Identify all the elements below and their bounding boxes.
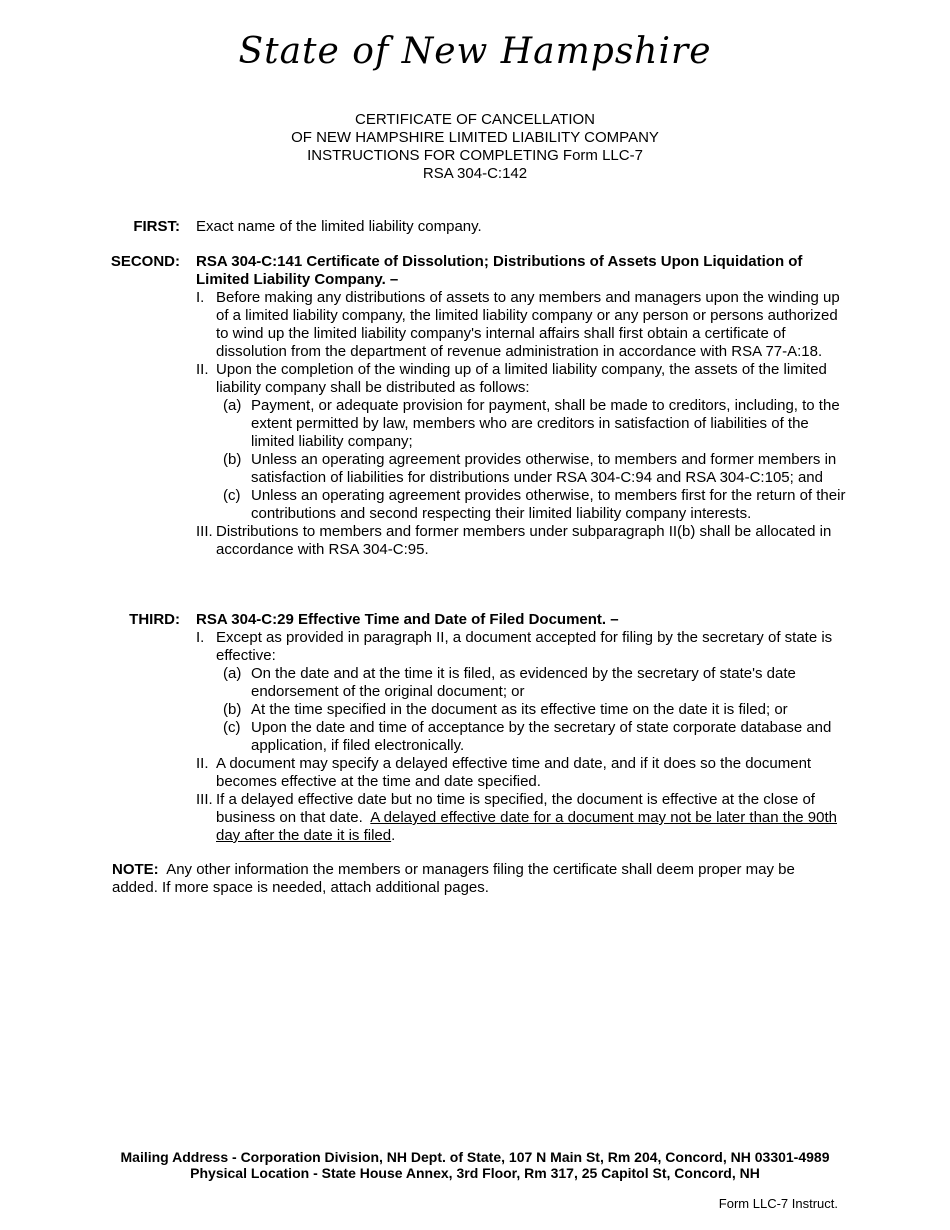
item-text: Except as provided in paragraph II, a document accepted for filing by the secretary of state is effective:: [216, 629, 833, 664]
footer: [0, 1149, 950, 1181]
item-text: Distributions to members and former members under subparagraph II(b) shall be allocated in accordance with RSA 304-C:95.: [216, 523, 832, 558]
item-number: II.: [196, 755, 209, 772]
list-item: [196, 289, 846, 361]
sub-item-letter: (b): [223, 451, 242, 468]
sub-item-letter: (a): [223, 397, 242, 414]
item-number: I.: [196, 289, 205, 306]
section-second-label: SECOND:: [110, 253, 180, 270]
section-third-heading: RSA 304-C:29 Effective Time and Date of Filed Document. –: [196, 611, 619, 628]
sub-item: [196, 665, 846, 701]
sub-item-letter: (b): [223, 701, 242, 718]
item-number: II.: [196, 361, 209, 378]
sub-item-text: Unless an operating agreement provides otherwise, to members first for the return of their contributions and second respecting their limited liability company interests.: [251, 487, 846, 522]
item-number: III.: [196, 791, 213, 808]
sub-item-text: At the time specified in the document as its effective time on the date it is filed; or: [251, 701, 788, 718]
list-item: [196, 755, 846, 791]
sub-item: [196, 397, 846, 451]
sub-item: [196, 451, 846, 487]
note-text: Any other information the members or managers filing the certificate shall deem proper may be added. If more space is needed, attach additional pages.: [112, 861, 795, 896]
item-number: III.: [196, 523, 213, 540]
sub-item-text: Upon the date and time of acceptance by the secretary of state corporate database and application, if filed electronically.: [251, 719, 832, 754]
header-line-4: RSA 304-C:142: [422, 165, 528, 182]
sub-item-letter: (a): [223, 665, 242, 682]
section-second-body: [196, 253, 846, 559]
mailing-address: Mailing Address - Corporation Division, NH Dept. of State, 107 N Main St, Rm 204, Concord, NH 03301-4989: [120, 1149, 830, 1165]
item-text: Upon the completion of the winding up of a limited liability company, the assets of the limited liability company shall be distributed as follows:: [216, 361, 827, 396]
sub-item-text: Unless an operating agreement provides otherwise, to members and former members in satisfaction of liabilities for distributions under RSA 304-C:94 and RSA 304-C:105; and: [251, 451, 837, 486]
sub-item-letter: (c): [223, 487, 241, 504]
sub-item-letter: (c): [223, 719, 241, 736]
document-header: [0, 111, 950, 183]
sub-item: [196, 719, 846, 755]
list-item: [196, 629, 846, 665]
item-text: A document may specify a delayed effective time and date, and if it does so the document becomes effective at the time and date specified.: [216, 755, 812, 790]
sub-item: [196, 701, 846, 719]
sub-item: [196, 487, 846, 523]
list-item: [196, 523, 846, 559]
section-third-body: [196, 611, 846, 845]
header-line-2: OF NEW HAMPSHIRE LIMITED LIABILITY COMPANY: [291, 129, 659, 146]
section-second-heading: RSA 304-C:141 Certificate of Dissolution; Distributions of Assets Upon Liquidation of Limited Liability Company. –: [196, 253, 803, 288]
note: [112, 861, 842, 897]
item-end-punctuation: .: [391, 827, 396, 844]
state-title: State of New Hampshire: [238, 31, 712, 72]
header-line-1: CERTIFICATE OF CANCELLATION: [354, 111, 596, 128]
item-text: If a delayed effective date but no time is specified, the document is effective at the close of business on that date.: [216, 791, 815, 826]
physical-location: Physical Location - State House Annex, 3rd Floor, Rm 317, 25 Capitol St, Concord, NH: [190, 1165, 760, 1181]
section-first-text: Exact name of the limited liability company.: [196, 218, 482, 235]
section-first-label: FIRST:: [133, 218, 180, 235]
item-text: Before making any distributions of assets to any members and managers upon the winding up of a limited liability company, the limited liability company or any person or persons authorized to wind up the limited liability company's internal affairs shall first obtain a certificate of dissolution from the department of revenue administration in accordance with RSA 77-A:18.: [216, 289, 840, 360]
sub-item-text: On the date and at the time it is filed, as evidenced by the secretary of state's date endorsement of the original document; or: [251, 665, 796, 700]
form-reference: Form LLC-7 Instruct.: [718, 1196, 838, 1211]
note-label: NOTE:: [112, 861, 159, 878]
item-underlined-text: A delayed effective date for a document may not be later than the 90th day after the date it is filed: [216, 809, 837, 844]
list-item: [196, 361, 846, 397]
section-third-label: THIRD:: [129, 611, 180, 628]
header-line-3: INSTRUCTIONS FOR COMPLETING Form LLC-7: [307, 147, 643, 164]
sub-item-text: Payment, or adequate provision for payment, shall be made to creditors, including, to the extent permitted by law, members who are creditors in satisfaction of liabilities of the limited liability company;: [251, 397, 840, 450]
item-number: I.: [196, 629, 205, 646]
list-item: [196, 791, 846, 845]
